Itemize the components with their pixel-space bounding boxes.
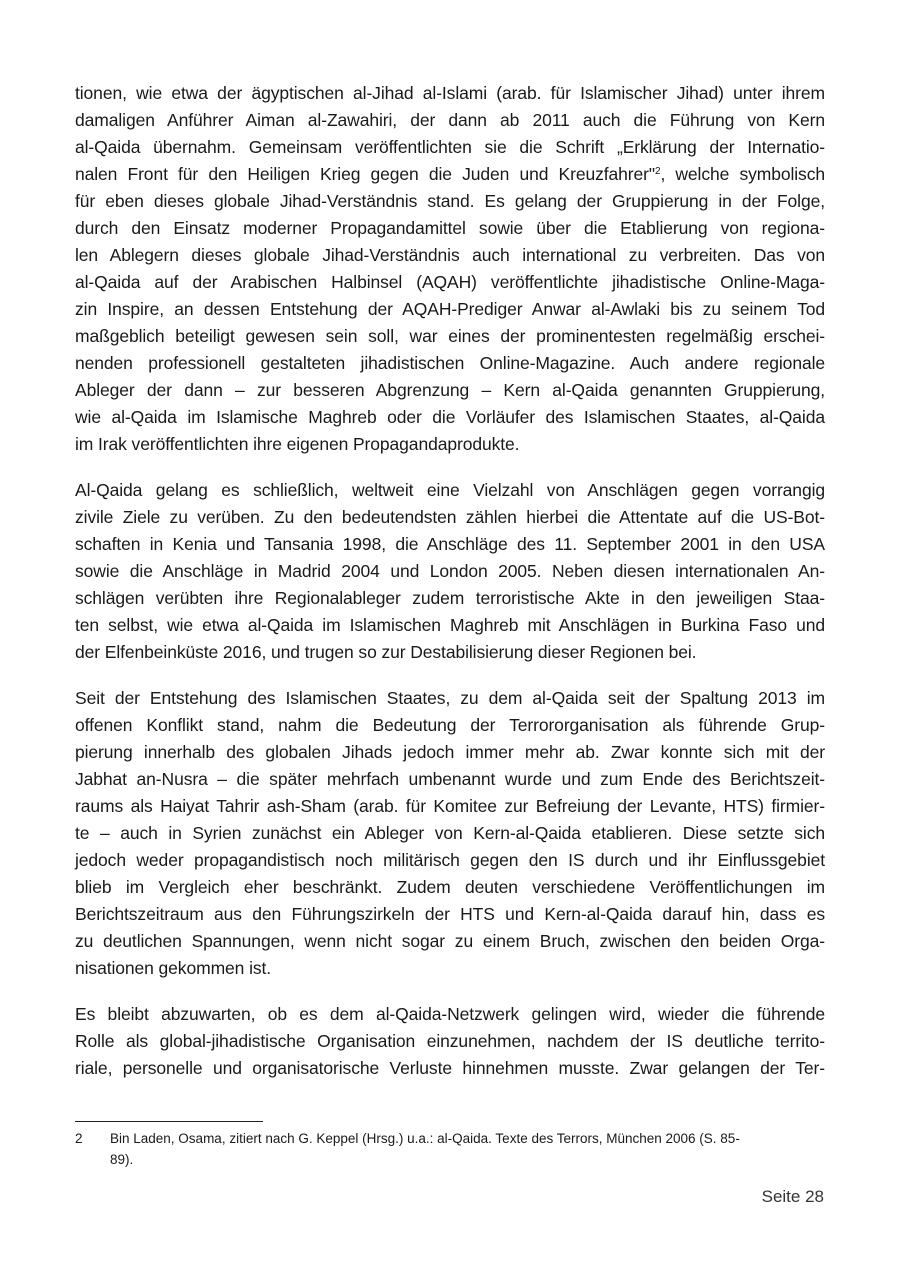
text-line: al-Qaida übernahm. Gemeinsam veröffentlichten sie die Schrift „Erklärung der Internatio- xyxy=(75,137,825,157)
text-line: Es bleibt abzuwarten, ob es dem al-Qaida-Netzwerk gelingen wird, wieder die führende xyxy=(75,1004,825,1024)
page-number: Seite 28 xyxy=(761,1187,824,1206)
paragraph-3 xyxy=(75,685,825,982)
footnote xyxy=(75,1128,827,1170)
text-line: Al-Qaida gelang es schließlich, weltweit eine Vielzahl von Anschlägen gegen vorrangig xyxy=(75,480,825,500)
footnote-text xyxy=(110,1128,827,1170)
text-fragment: nalen Front für den Heiligen Krieg gegen die Juden und Kreuzfahrer" xyxy=(75,164,655,184)
body-text xyxy=(75,80,825,1101)
footnote-divider xyxy=(75,1121,263,1122)
text-line: zin Inspire, an dessen Entstehung der AQAH-Prediger Anwar al-Awlaki bis zu seinem Tod xyxy=(75,299,825,319)
text-line: Berichtszeitraum aus den Führungszirkeln der HTS und Kern-al-Qaida darauf hin, dass es xyxy=(75,904,825,924)
footnote-number: 2 xyxy=(75,1131,83,1146)
text-line: maßgeblich beteiligt gewesen sein soll, war eines der prominentesten regelmäßig erschei- xyxy=(75,326,825,346)
text-line: tionen, wie etwa der ägyptischen al-Jihad al-Islami (arab. für Islamischer Jihad) unter ihrem xyxy=(75,83,825,103)
footnote-line: Bin Laden, Osama, zitiert nach G. Keppel (Hrsg.) u.a.: al-Qaida. Texte des Terrors, München 2006 (S. 85- xyxy=(110,1131,740,1146)
text-line: pierung innerhalb des globalen Jihads jedoch immer mehr ab. Zwar konnte sich mit der xyxy=(75,742,825,762)
text-line: Ableger der dann – zur besseren Abgrenzung – Kern al-Qaida genannten Gruppierung, xyxy=(75,380,825,400)
text-line: sowie die Anschläge in Madrid 2004 und London 2005. Neben diesen internationalen An- xyxy=(75,561,825,581)
text-line: Seit der Entstehung des Islamischen Staates, zu dem al-Qaida seit der Spaltung 2013 im xyxy=(75,688,825,708)
text-line: ten selbst, wie etwa al-Qaida im Islamischen Maghreb mit Anschlägen in Burkina Faso und xyxy=(75,615,825,635)
text-fragment: , welche symbolisch xyxy=(660,164,825,184)
text-line: offenen Konflikt stand, nahm die Bedeutung der Terrororganisation als führende Grup- xyxy=(75,715,825,735)
text-line: te – auch in Syrien zunächst ein Ableger von Kern-al-Qaida etablieren. Diese setzte sich xyxy=(75,823,825,843)
footnote-line: 89). xyxy=(110,1152,134,1167)
text-line: für eben dieses globale Jihad-Verständnis stand. Es gelang der Gruppierung in der Folge, xyxy=(75,191,825,211)
paragraph-1 xyxy=(75,80,825,458)
text-line: jedoch weder propagandistisch noch militärisch gegen den IS durch und ihr Einflussgebiet xyxy=(75,850,825,870)
text-line: al-Qaida auf der Arabischen Halbinsel (AQAH) veröffentlichte jihadistische Online-Maga- xyxy=(75,272,825,292)
text-line: wie al-Qaida im Islamische Maghreb oder die Vorläufer des Islamischen Staates, al-Qaida xyxy=(75,407,825,427)
text-line: damaligen Anführer Aiman al-Zawahiri, der dann ab 2011 auch die Führung von Kern xyxy=(75,110,825,130)
text-line: zu deutlichen Spannungen, wenn nicht sogar zu einem Bruch, zwischen den beiden Orga- xyxy=(75,931,825,951)
text-line: nenden professionell gestalteten jihadistischen Online-Magazine. Auch andere regionale xyxy=(75,353,825,373)
footnote-reference[interactable]: 2 xyxy=(654,166,661,177)
text-line: nisationen gekommen ist. xyxy=(75,958,272,978)
text-line: zivile Ziele zu verüben. Zu den bedeutendsten zählen hierbei die Attentate auf die US-Bot- xyxy=(75,507,825,527)
text-line: der Elfenbeinküste 2016, und trugen so zur Destabilisierung dieser Regionen bei. xyxy=(75,642,697,662)
paragraph-2 xyxy=(75,477,825,666)
text-line: schlägen verübten ihre Regionalableger zudem terroristische Akte in den jeweiligen Staa- xyxy=(75,588,825,608)
text-line: Rolle als global-jihadistische Organisation einzunehmen, nachdem der IS deutliche territo- xyxy=(75,1031,825,1051)
paragraph-4 xyxy=(75,1001,825,1082)
text-line: riale, personelle und organisatorische Verluste hinnehmen musste. Zwar gelangen der Ter- xyxy=(75,1058,825,1078)
text-line: durch den Einsatz moderner Propagandamittel sowie über die Etablierung von regiona- xyxy=(75,218,825,238)
text-line: Jabhat an-Nusra – die später mehrfach umbenannt wurde und zum Ende des Berichtszeit- xyxy=(75,769,825,789)
text-line: raums als Haiyat Tahrir ash-Sham (arab. für Komitee zur Befreiung der Levante, HTS) firmier- xyxy=(75,796,825,816)
text-line: len Ablegern dieses globale Jihad-Verständnis auch international zu verbreiten. Das von xyxy=(75,245,825,265)
text-line: blieb im Vergleich eher beschränkt. Zudem deuten verschiedene Veröffentlichungen im xyxy=(75,877,825,897)
text-line-with-footnote xyxy=(75,161,825,188)
text-line: schaften in Kenia und Tansania 1998, die Anschläge des 11. September 2001 in den USA xyxy=(75,534,825,554)
text-line: im Irak veröffentlichten ihre eigenen Propagandaprodukte. xyxy=(75,434,520,454)
